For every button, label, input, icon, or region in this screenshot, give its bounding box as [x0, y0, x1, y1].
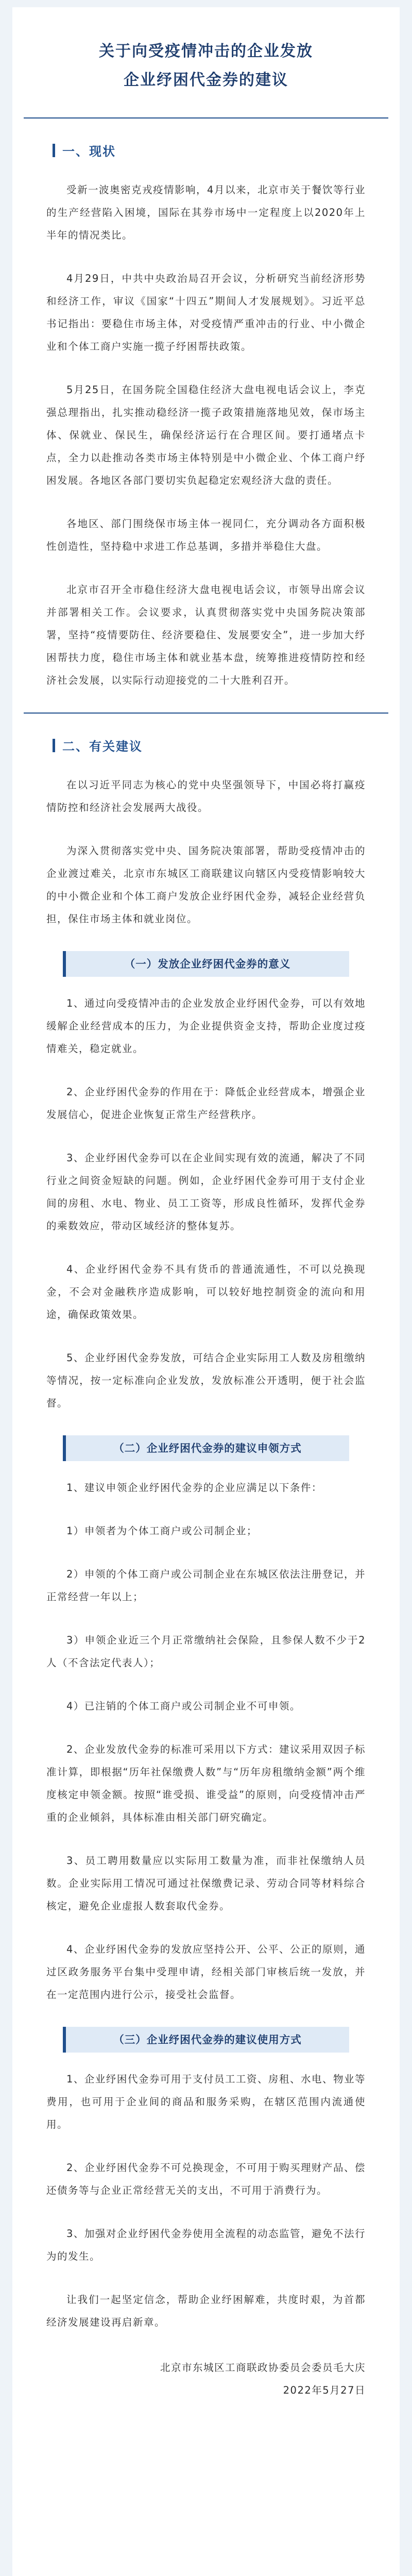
subsection-2-paragraph: 2、企业发放代金券的标准可采用以下方式：建议采用双因子标准计算，即根据“历年社保缴费人数”与“历年房租缴纳金额”两个维度核定申领金额。按照“谁受损、谁受益”的原则，向受疫情冲击严重的企业倾斜，具体标准由相关部门研究确定。	[46, 1743, 366, 1823]
subsection-2-paragraph: 3、员工聘用数量应以实际用工数量为准，而非社保缴纳人员数。企业实际用工情况可通过社保缴费记录、劳动合同等材料综合核定，避免企业虚报人数套取代金券。	[46, 1855, 366, 1912]
signature-block	[46, 2357, 366, 2402]
subsection-2-paragraph: 4、企业纾困代金券的发放应坚持公开、公平、公正的原则，通过区政务服务平台集中受理申请，经相关部门审核后统一发放，并在一定范围内进行公示，接受社会监督。	[46, 1943, 366, 2001]
subsection-1-paragraph: 1、通过向受疫情冲击的企业发放企业纾困代金券，可以有效地缓解企业经营成本的压力，为企业提供资金支持，帮助企业度过疫情难关，稳定就业。	[46, 997, 366, 1055]
title-line-1: 关于向受疫情冲击的企业发放	[99, 42, 313, 60]
subsection-2-paragraph: 2）申领的个体工商户或公司制企业在东城区依法注册登记，并正常经营一年以上；	[46, 1568, 366, 1603]
section-1-paragraph: 5月25日，在国务院全国稳住经济大盘电视电话会议上，李克强总理指出，扎实推动稳经济一揽子政策措施落地见效，保市场主体、保就业、保民生，确保经济运行在合理区间。要打通堵点卡点，全力以赴推动各类市场主体特别是中小微企业、个体工商户纾困发展。各地区各部门要切实负起稳定宏观经济大盘的责任。	[46, 384, 366, 486]
subsection-2-paragraph: 1、建议申领企业纾困代金券的企业应满足以下条件：	[66, 1482, 322, 1494]
section-1-heading-text: 一、现状	[62, 144, 116, 159]
heading-bar-icon	[53, 144, 55, 157]
document-title	[44, 37, 368, 95]
signature-author: 北京市东城区工商联政协委员会委员毛大庆	[160, 2362, 366, 2374]
section-1-paragraph: 北京市召开全市稳住经济大盘电视电话会议，市领导出席会议并部署相关工作。会议要求，认真贯彻落实党中央国务院决策部署，坚持“疫情要防住、经济要稳住、发展要安全”，进一步加大纾困帮扶力度，稳住市场主体和就业基本盘，统筹推进疫情防控和经济社会发展，以实际行动迎接党的二十大胜利召开。	[46, 584, 366, 686]
title-divider	[24, 117, 388, 118]
section-1-paragraph: 4月29日，中共中央政治局召开会议，分析研究当前经济形势和经济工作，审议《国家“十四五”期间人才发展规划》。习近平总书记指出：要稳住市场主体，对受疫情严重冲击的行业、中小微企业和个体工商户实施一揽子纾困帮扶政策。	[46, 273, 366, 352]
subsection-1-paragraph: 4、企业纾困代金券不具有货币的普通流通性，不可以兑换现金，不会对金融秩序造成影响，可以较好地控制资金的流向和用途，确保政策效果。	[46, 1263, 366, 1320]
subsection-1-paragraph: 3、企业纾困代金券可以在企业间实现有效的流通，解决了不同行业之间资金短缺的问题。例如，企业纾困代金券可用于支付企业间的房租、水电、物业、员工工资等，形成良性循环，发挥代金券的乘数效应，带动区域经济的整体复苏。	[46, 1152, 366, 1232]
subsection-1-paragraph: 2、企业纾困代金券的作用在于：降低企业经营成本，增强企业发展信心，促进企业恢复正常生产经营秩序。	[46, 1086, 366, 1121]
subsection-2-paragraph: 3）申领企业近三个月正常缴纳社会保险，且参保人数不少于2人（不含法定代表人）；	[46, 1634, 366, 1669]
closing-paragraph: 让我们一起坚定信念，帮助企业纾困解难，共度时艰，为首都经济发展建设再启新章。	[46, 2294, 366, 2328]
document-page	[12, 7, 400, 2576]
section-divider	[24, 713, 388, 714]
section-1-paragraph: 各地区、部门围绕保市场主体一视同仁，充分调动各方面积极性创造性，坚持稳中求进工作总基调，多措并举稳住大盘。	[46, 518, 366, 552]
subsection-1-paragraph: 5、企业纾困代金券发放，可结合企业实际用工人数及房租缴纳等情况，按一定标准向企业发放，发放标准公开透明，便于社会监督。	[46, 1352, 366, 1409]
heading-bar-icon	[53, 739, 55, 752]
section-2-paragraph: 在以习近平同志为核心的党中央坚强领导下，中国必将打赢疫情防控和经济社会发展两大战役。	[46, 779, 366, 814]
subsection-2-heading: （二）企业纾困代金券的建议申领方式	[63, 1435, 349, 1461]
section-2-paragraph: 为深入贯彻落实党中央、国务院决策部署，帮助受疫情冲击的企业渡过难关，北京市东城区工商联建议向辖区内受疫情影响较大的中小微企业和个体工商户发放企业纾困代金券，减轻企业经营负担，保住市场主体和就业岗位。	[46, 845, 366, 925]
section-2-heading	[53, 736, 400, 754]
section-2-heading-text: 二、有关建议	[62, 739, 143, 754]
section-1-heading	[53, 141, 400, 159]
subsection-1-heading: （一）发放企业纾困代金券的意义	[63, 951, 349, 977]
subsection-3-paragraph: 1、企业纾困代金券可用于支付员工工资、房租、水电、物业等费用，也可用于企业间的商品和服务采购，在辖区范围内流通使用。	[46, 2073, 366, 2130]
subsection-2-paragraph: 1）申领者为个体工商户或公司制企业；	[66, 1525, 258, 1537]
section-1-paragraph: 受新一波奥密克戎疫情影响，4月以来，北京市关于餐饮等行业的生产经营陷入困境，国际在其券市场中一定程度上以2020年上半年的情况类比。	[46, 184, 366, 241]
subsection-3-paragraph: 2、企业纾困代金券不可兑换现金，不可用于购买理财产品、偿还债务等与企业正常经营无关的支出，不可用于消费行为。	[46, 2162, 366, 2196]
subsection-2-paragraph: 4）已注销的个体工商户或公司制企业不可申领。	[66, 1700, 301, 1712]
subsection-3-heading: （三）企业纾困代金券的建议使用方式	[63, 2027, 349, 2053]
subsection-3-paragraph: 3、加强对企业纾困代金券使用全流程的动态监管，避免不法行为的发生。	[46, 2228, 366, 2262]
title-line-2: 企业纾困代金券的建议	[124, 71, 288, 89]
signature-date: 2022年5月27日	[283, 2384, 366, 2396]
